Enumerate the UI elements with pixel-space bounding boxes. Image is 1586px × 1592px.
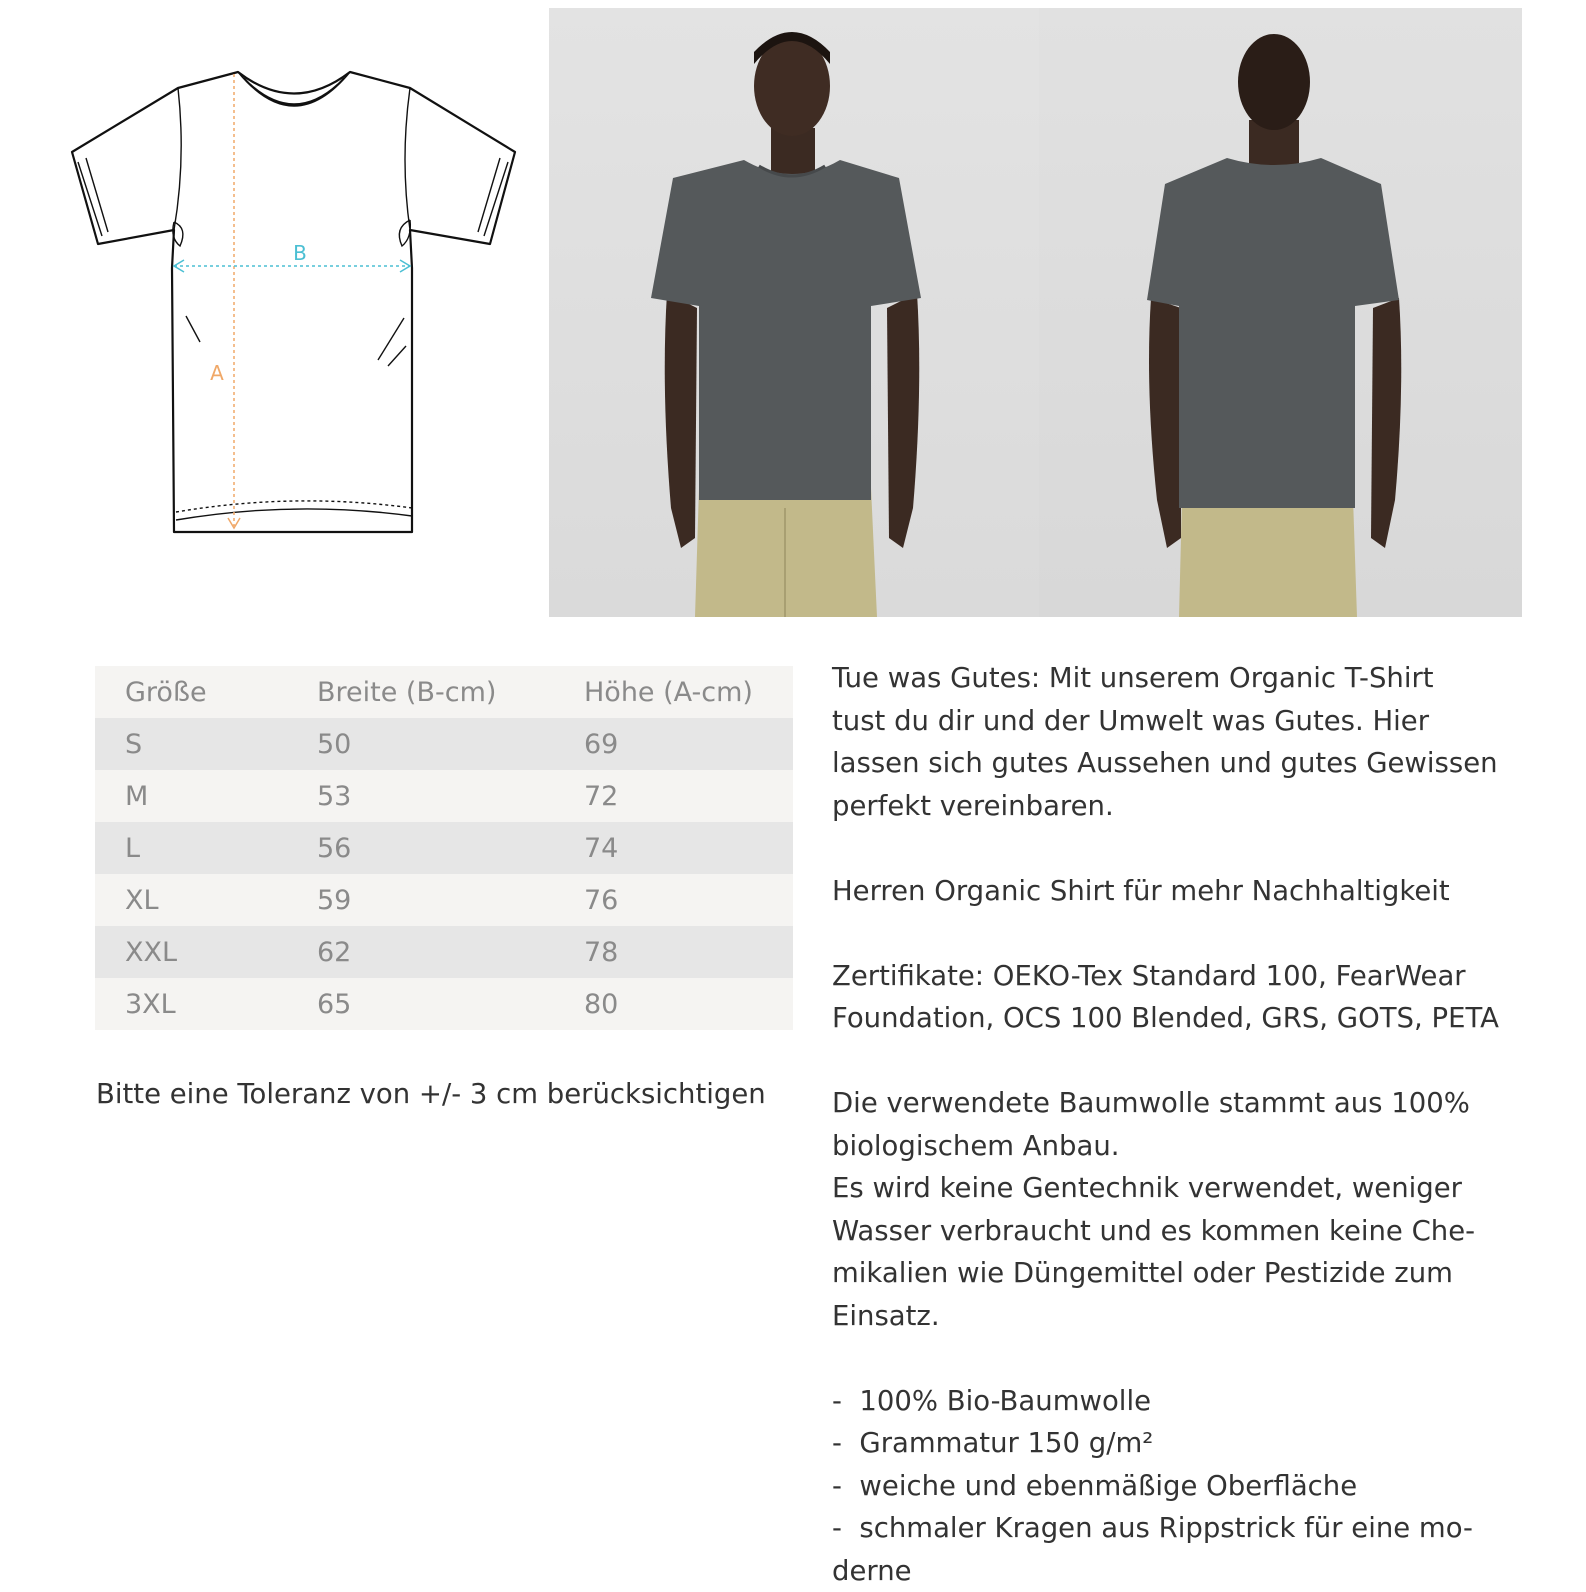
width-cell: 59 xyxy=(287,874,554,926)
width-cell: 65 xyxy=(287,978,554,1030)
intro-line: lassen sich gutes Aussehen und gutes Gewissen xyxy=(832,747,1498,779)
size-cell: XL xyxy=(95,874,287,926)
cotton-line: Es wird keine Gentechnik verwendet, weniger xyxy=(832,1172,1462,1204)
width-cell: 53 xyxy=(287,770,554,822)
model-photos xyxy=(549,8,1522,617)
column-header-width: Breite (B-cm) xyxy=(287,666,554,718)
length-cell: 74 xyxy=(554,822,793,874)
width-cell: 62 xyxy=(287,926,554,978)
table-row xyxy=(95,926,793,978)
size-chart-table xyxy=(95,666,793,1030)
intro-line: Tue was Gutes: Mit unserem Organic T-Shirt xyxy=(832,662,1434,694)
headline-paragraph xyxy=(832,870,1552,913)
tshirt-size-diagram xyxy=(60,60,530,550)
feature-item: - 100% Bio-Baumwolle xyxy=(832,1380,1552,1423)
length-label: A xyxy=(210,361,224,385)
tshirt-outline-icon xyxy=(60,60,530,550)
length-cell: 78 xyxy=(554,926,793,978)
cotton-line: biologischem Anbau. xyxy=(832,1130,1120,1162)
feature-item: - Grammatur 150 g/m² xyxy=(832,1422,1552,1465)
length-cell: 76 xyxy=(554,874,793,926)
table-row xyxy=(95,770,793,822)
tolerance-note: Bitte eine Toleranz von +/- 3 cm berücksichtigen xyxy=(96,1078,766,1110)
length-cell: 69 xyxy=(554,718,793,770)
intro-line: tust du dir und der Umwelt was Gutes. Hier xyxy=(832,705,1429,737)
certificates-line: Foundation, OCS 100 Blended, GRS, GOTS, PETA xyxy=(832,1002,1499,1034)
certificates-paragraph xyxy=(832,955,1552,1040)
feature-item: - weiche und ebenmäßige Oberfläche xyxy=(832,1465,1552,1508)
feature-continuation: derne xyxy=(832,1550,1552,1592)
size-cell: M xyxy=(95,770,287,822)
length-cell: 80 xyxy=(554,978,793,1030)
column-header-size: Größe xyxy=(95,666,287,718)
cotton-line: Die verwendete Baumwolle stammt aus 100% xyxy=(832,1087,1470,1119)
length-cell: 72 xyxy=(554,770,793,822)
cotton-line: Wasser verbraucht und es kommen keine Che- xyxy=(832,1215,1475,1247)
size-cell: L xyxy=(95,822,287,874)
model-front-photo xyxy=(549,8,1039,617)
table-header-row xyxy=(95,666,793,718)
model-back-photo xyxy=(1039,8,1522,617)
table-row xyxy=(95,978,793,1030)
model-back-image xyxy=(1039,8,1522,617)
size-cell: S xyxy=(95,718,287,770)
size-cell: XXL xyxy=(95,926,287,978)
feature-list xyxy=(832,1380,1552,1550)
cotton-line: Einsatz. xyxy=(832,1300,940,1332)
width-cell: 50 xyxy=(287,718,554,770)
product-description xyxy=(832,657,1552,1592)
size-cell: 3XL xyxy=(95,978,287,1030)
feature-item: - schmaler Kragen aus Rippstrick für eine mo- xyxy=(832,1507,1552,1550)
model-front-image xyxy=(549,8,1039,617)
column-header-length: Höhe (A-cm) xyxy=(554,666,793,718)
width-label: B xyxy=(293,241,307,265)
intro-paragraph xyxy=(832,657,1552,827)
table-row xyxy=(95,822,793,874)
table-row xyxy=(95,874,793,926)
cotton-paragraph xyxy=(832,1082,1552,1337)
table-row xyxy=(95,718,793,770)
intro-line: perfekt vereinbaren. xyxy=(832,790,1114,822)
product-headline: Herren Organic Shirt für mehr Nachhaltigkeit xyxy=(832,875,1450,907)
certificates-line: Zertifikate: OEKO-Tex Standard 100, FearWear xyxy=(832,960,1466,992)
cotton-line: mikalien wie Düngemittel oder Pestizide zum xyxy=(832,1257,1453,1289)
width-cell: 56 xyxy=(287,822,554,874)
